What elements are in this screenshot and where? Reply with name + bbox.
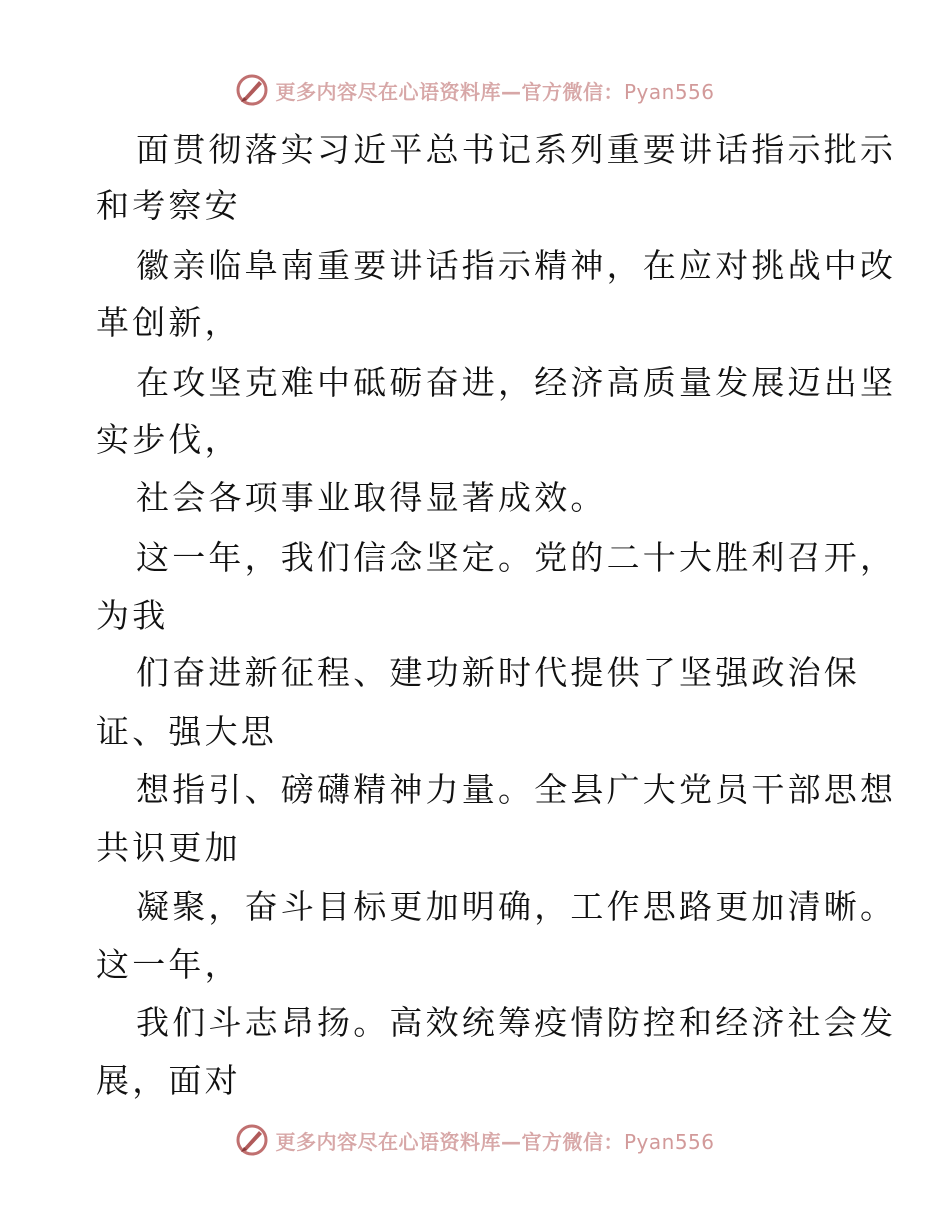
- text-line: 这一年，我们信念坚定。党的二十大胜利召开，: [136, 538, 897, 577]
- text-line: 和考察安: [96, 186, 241, 225]
- text-line: 证、强大思: [96, 712, 277, 751]
- text-line: 展，面对: [96, 1061, 241, 1100]
- watermark-handle: Pyan556: [623, 1129, 715, 1154]
- watermark-text: 更多内容尽在心语资料库—官方微信：Pyan556: [275, 79, 715, 104]
- text-line: 们奋进新征程、建功新时代提供了坚强政治保: [136, 653, 860, 692]
- text-line: 实步伐，: [96, 420, 241, 459]
- text-line: 社会各项事业取得显著成效。: [136, 478, 607, 517]
- quill-pen-logo-icon: [235, 1123, 269, 1157]
- text-line: 为我: [96, 596, 169, 635]
- quill-pen-logo-icon: [235, 73, 269, 107]
- text-line: 凝聚，奋斗目标更加明确，工作思路更加清晰。: [136, 887, 897, 926]
- text-line: 这一年，: [96, 945, 241, 984]
- text-line: 共识更加: [96, 828, 241, 867]
- watermark-handle: Pyan556: [623, 79, 715, 104]
- text-line: 革创新，: [96, 303, 241, 342]
- header-watermark: [0, 70, 950, 110]
- text-line: 想指引、磅礴精神力量。全县广大党员干部思想: [136, 770, 897, 809]
- watermark-text: 更多内容尽在心语资料库—官方微信：Pyan556: [275, 1129, 715, 1154]
- text-line: 徽亲临阜南重要讲话指示精神，在应对挑战中改: [136, 246, 897, 285]
- text-line: 面贯彻落实习近平总书记系列重要讲话指示批示: [136, 130, 897, 169]
- footer-watermark: [0, 1120, 950, 1160]
- text-line: 在攻坚克难中砥砺奋进，经济高质量发展迈出坚: [136, 363, 897, 402]
- text-line: 我们斗志昂扬。高效统筹疫情防控和经济社会发: [136, 1003, 897, 1042]
